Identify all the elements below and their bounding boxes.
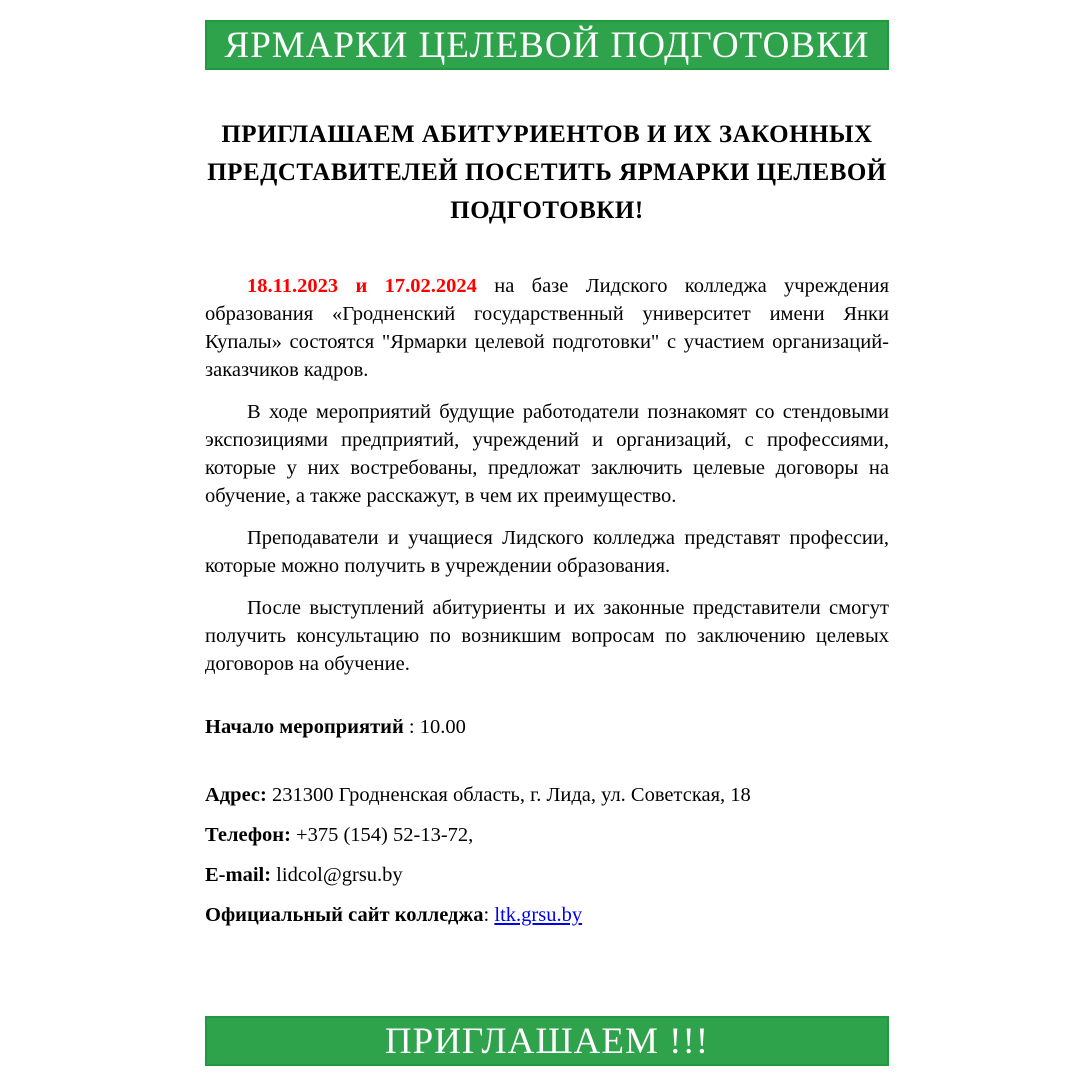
website-line [205, 902, 889, 928]
top-green-banner [205, 20, 889, 70]
phone-label: Телефон: [205, 824, 291, 846]
contacts-block [205, 782, 889, 928]
top-banner-title: ЯРМАРКИ ЦЕЛЕВОЙ ПОДГОТОВКИ [224, 24, 870, 66]
invitation-heading: ПРИГЛАШАЕМ АБИТУРИЕНТОВ И ИХ ЗАКОННЫХ ПРЕДСТАВИТЕЛЕЙ ПОСЕТИТЬ ЯРМАРКИ ЦЕЛЕВОЙ ПОДГОТОВКИ! [207, 121, 887, 224]
event-start-time: : 10.00 [403, 716, 466, 738]
paragraph-teachers: Преподаватели и учащиеся Лидского колледжа представят профессии, которые можно получить в учреждении образования. [205, 527, 889, 577]
bottom-banner-title: ПРИГЛАШАЕМ !!! [384, 1020, 710, 1062]
body-text-block [205, 272, 889, 678]
paragraph-dates-venue [205, 272, 889, 384]
email-line [205, 862, 889, 888]
email-value: lidcol@grsu.by [271, 864, 403, 886]
paragraph-dates-venue-rest: на базе Лидского колледжа учреждения образования «Гродненский государственный университет имени Янки Купалы» состоятся "Ярмарки целевой подготовки" с участием организаций-заказчиков кадров. [205, 275, 889, 381]
phone-line [205, 822, 889, 848]
event-start-label: Начало мероприятий [205, 716, 404, 738]
event-dates: 18.11.2023 и 17.02.2024 [247, 275, 477, 297]
email-label: E-mail: [205, 864, 272, 886]
paragraph-employers: В ходе мероприятий будущие работодатели познакомят со стендовыми экспозициями предприятий, учреждений и организаций, с профессиями, которые у них востребованы, предложат заключить целевые договоры на обучение, а также расскажут, в чем их преимущество. [205, 401, 889, 507]
paragraph-consultation: После выступлений абитуриенты и их законные представители смогут получить консультацию по возникшим вопросам по заключению целевых договоров на обучение. [205, 597, 889, 675]
address-line [205, 782, 889, 808]
phone-value: +375 (154) 52-13-72, [290, 824, 474, 846]
website-label: Официальный сайт колледжа [205, 904, 484, 926]
college-website-link[interactable]: ltk.grsu.by [494, 904, 583, 926]
address-label: Адрес: [205, 784, 267, 806]
address-value: 231300 Гродненская область, г. Лида, ул. Советская, 18 [266, 784, 751, 806]
bottom-green-banner [205, 1016, 889, 1066]
flyer-content-column [205, 0, 889, 942]
website-separator: : [483, 904, 495, 926]
event-start-line [205, 714, 889, 740]
